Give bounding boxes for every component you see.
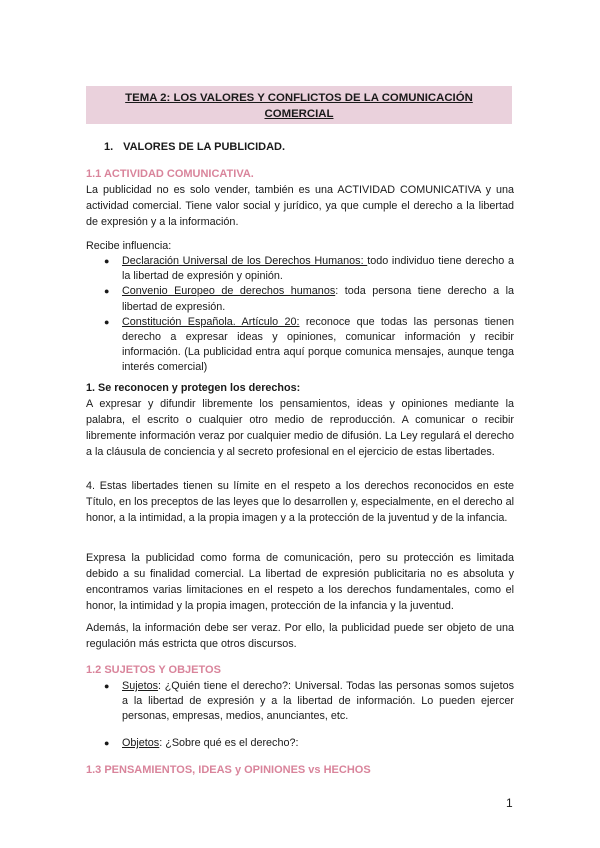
subjects-list <box>104 679 514 725</box>
list-item <box>104 736 514 751</box>
title-line-2: COMERCIAL <box>264 108 334 120</box>
list-item-text: todo individuo tiene derecho a la libertad de expresión y opinión. <box>122 255 514 283</box>
list-item-link: Declaración Universal de los Derechos Humanos: <box>122 255 368 267</box>
rights-paragraph-2 <box>86 478 514 526</box>
bullet-icon: ● <box>104 681 110 691</box>
list-item-link: Convenio Europeo de derechos humanos <box>122 285 336 298</box>
rights-paragraph-1 <box>86 396 514 460</box>
bullet-icon: ● <box>104 316 110 327</box>
list-item-link: Constitución Española. Artículo 20: <box>122 315 300 328</box>
objects-list <box>104 736 514 751</box>
list-item-text: : ¿Quién tiene el derecho?: Universal. Todas las personas somos sujetos a la libertad de expresión y a la libertad de información. Lo pueden ejercer personas, empresas, medios, anunciantes, etc. <box>122 680 514 723</box>
section-1-2-title: 1.2 SUJETOS Y OBJETOS <box>86 664 221 676</box>
list-item <box>104 254 514 284</box>
influence-intro <box>86 238 514 254</box>
list-item-text: reconoce que todas las personas tienen derecho a expresar ideas y opiniones, comunicar información y recibir información. (La publicidad entra aquí porque comunica mensajes, aunque tenga interés comercial) <box>122 315 515 374</box>
document-title <box>86 86 512 124</box>
rights-heading: 1. Se reconocen y protegen los derechos: <box>86 382 301 394</box>
paragraph-text: La publicidad no es solo vender, también es una ACTIVIDAD COMUNICATIVA y una actividad comercial. Tiene valor social y jurídico, ya que cumple el derecho a la libertad de expresión y a la información. <box>86 184 514 228</box>
paragraph-text: Además, la información debe ser veraz. Por ello, la publicidad puede ser objeto de una regulación más estricta que otros discursos. <box>86 622 514 650</box>
section-1-3-title: 1.3 PENSAMIENTOS, IDEAS y OPINIONES vs HECHOS <box>86 764 371 776</box>
rights-paragraph-3 <box>86 550 514 614</box>
list-item-text: : ¿Sobre qué es el derecho?: <box>159 737 299 749</box>
list-item <box>104 679 514 725</box>
rights-paragraph-4 <box>86 620 514 652</box>
bullet-icon: ● <box>104 286 110 297</box>
paragraph-text: Expresa la publicidad como forma de comunicación, pero su protección es limitada debido a su finalidad comercial. La libertad de expresión publicitaria no es absoluta y encontramos varias limitaciones en el respeto a los derechos fundamentales, como el honor, la intimidad y la propia imagen, protección de la infancia y la juventud. <box>86 552 514 612</box>
heading-number: 1. <box>104 141 114 153</box>
paragraph-text: 4. Estas libertades tienen su límite en el respeto a los derechos reconocidos en este Título, en los preceptos de las leyes que lo desarrollen y, especialmente, en el derecho al honor, a la intimidad, a la propia imagen y a la protección de la juventud y de la infancia. <box>86 480 514 524</box>
paragraph-text: A expresar y difundir libremente los pensamientos, ideas y opiniones mediante la palabra, el escrito o cualquier otro medio de reproducción. A comunicar o recibir libremente información veraz por cualquier medio de difusión. La Ley regulará el derecho a la cláusula de conciencia y al secreto profesional en el ejercicio de estas libertades. <box>86 398 514 458</box>
intro-text: Recibe influencia: <box>86 240 172 252</box>
section-1-1-title: 1.1 ACTIVIDAD COMUNICATIVA. <box>86 168 254 180</box>
bullet-icon: ● <box>104 738 110 748</box>
heading-text: VALORES DE LA PUBLICIDAD. <box>123 141 286 153</box>
list-item <box>104 315 514 376</box>
heading-valores <box>104 141 285 153</box>
list-item-link: Sujetos <box>122 680 159 692</box>
list-item-link: Objetos <box>122 737 160 749</box>
list-item-text: : toda persona tiene derecho a la libertad de expresión. <box>122 285 514 313</box>
page-number: 1 <box>506 796 513 810</box>
influence-list <box>104 254 514 376</box>
title-line-1: TEMA 2: LOS VALORES Y CONFLICTOS DE LA COMUNICACIÓN <box>125 92 473 104</box>
list-item <box>104 284 514 314</box>
section-1-1-paragraph <box>86 182 514 230</box>
bullet-icon: ● <box>104 256 110 266</box>
